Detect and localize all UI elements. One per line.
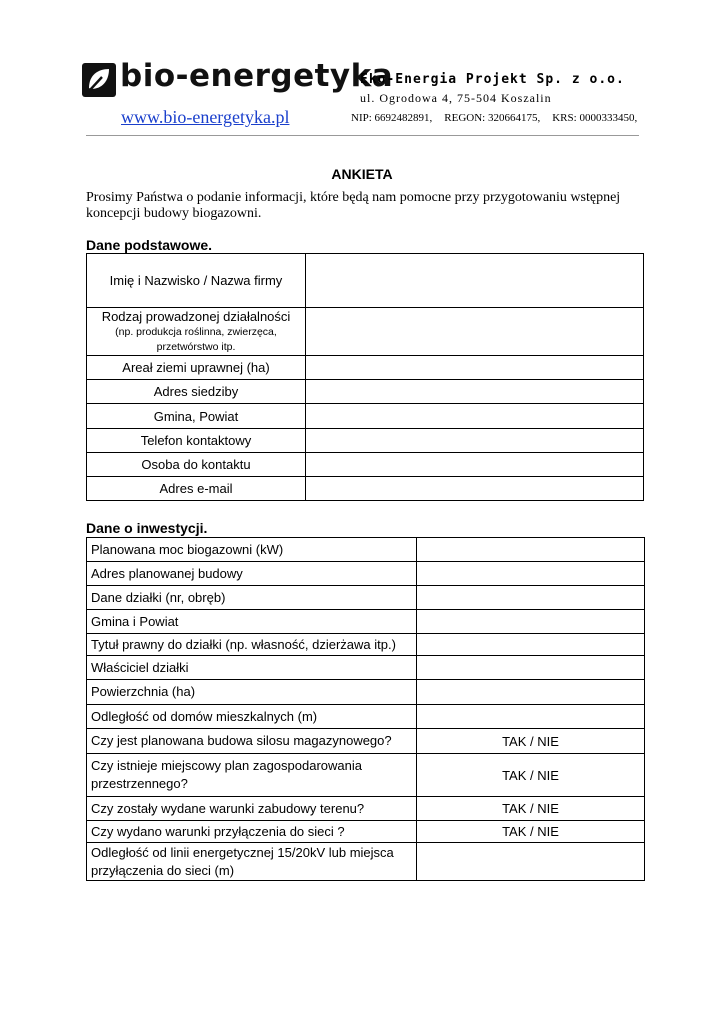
table-row [87, 586, 645, 610]
intro-text: Prosimy Państwa o podanie informacji, które będą nam pomocne przy przygotowaniu wstępnej koncepcji budowy biogazowni. [86, 190, 621, 221]
field-label: Czy istnieje miejscowy plan zagospodarowania przestrzennego? [87, 754, 417, 797]
field-label: Powierzchnia (ha) [87, 680, 417, 705]
basic-data-table [86, 253, 644, 501]
page-title: ANKIETA [331, 166, 393, 182]
field-label: Gmina, Powiat [87, 404, 306, 429]
field-input-cell[interactable] [306, 254, 644, 308]
company-name: Eko-Energia Projekt Sp. z o.o. [360, 72, 625, 87]
registration-numbers [351, 112, 649, 124]
field-label: Areał ziemi uprawnej (ha) [87, 356, 306, 380]
field-label: Odległość od domów mieszkalnych (m) [87, 705, 417, 729]
field-input-cell[interactable] [417, 610, 645, 634]
field-input-cell[interactable] [417, 656, 645, 680]
basic-data-heading: Dane podstawowe. [86, 237, 213, 253]
field-label: Czy wydano warunki przyłączenia do sieci ? [87, 821, 417, 843]
field-hint: (np. produkcja roślinna, zwierzęca, przetwórstwo itp. [115, 326, 277, 353]
field-input-cell[interactable] [306, 380, 644, 404]
nip-number: NIP: 6692482891, [351, 112, 433, 124]
field-label: Gmina i Powiat [87, 610, 417, 634]
krs-number: KRS: 0000333450, [552, 112, 638, 124]
table-row [87, 404, 644, 429]
table-row [87, 538, 645, 562]
field-input-cell[interactable] [306, 356, 644, 380]
table-row [87, 843, 645, 881]
field-label: Tytuł prawny do działki (np. własność, dzierżawa itp.) [87, 634, 417, 656]
field-label: Rodzaj prowadzonej działalności (np. produkcja roślinna, zwierzęca, przetwórstwo itp. [87, 308, 306, 356]
table-row [87, 562, 645, 586]
field-label: Adres e-mail [87, 477, 306, 501]
field-input-cell[interactable] [306, 404, 644, 429]
field-input-cell[interactable] [417, 538, 645, 562]
yes-no-choice[interactable]: TAK / NIE [417, 797, 645, 821]
company-address: ul. Ogrodowa 4, 75-504 Koszalin [360, 91, 552, 105]
table-row [87, 356, 644, 380]
field-input-cell[interactable] [306, 308, 644, 356]
table-row [87, 680, 645, 705]
field-label: Czy zostały wydane warunki zabudowy terenu? [87, 797, 417, 821]
field-label: Czy jest planowana budowa silosu magazynowego? [87, 729, 417, 754]
investment-data-heading: Dane o inwestycji. [86, 520, 208, 536]
website-link[interactable]: www.bio-energetyka.pl [121, 107, 290, 127]
field-input-cell[interactable] [417, 634, 645, 656]
table-row [87, 634, 645, 656]
logo-text: bio-energetyka [120, 58, 394, 94]
leaf-icon [82, 63, 116, 97]
table-row [87, 705, 645, 729]
field-input-cell[interactable] [417, 843, 645, 881]
table-row [87, 453, 644, 477]
table-row [87, 754, 645, 797]
yes-no-choice[interactable]: TAK / NIE [417, 729, 645, 754]
table-row [87, 821, 645, 843]
table-row [87, 477, 644, 501]
table-row [87, 610, 645, 634]
table-row [87, 308, 644, 356]
field-label: Osoba do kontaktu [87, 453, 306, 477]
company-logo [82, 58, 394, 109]
field-label: Właściciel działki [87, 656, 417, 680]
field-input-cell[interactable] [417, 680, 645, 705]
table-row [87, 656, 645, 680]
field-input-cell[interactable] [417, 586, 645, 610]
field-label: Odległość od linii energetycznej 15/20kV lub miejsca przyłączenia do sieci (m) [87, 843, 417, 881]
field-input-cell[interactable] [306, 429, 644, 453]
table-row [87, 254, 644, 308]
investment-data-table [86, 537, 645, 881]
table-row [87, 429, 644, 453]
table-row [87, 797, 645, 821]
field-input-cell[interactable] [306, 453, 644, 477]
table-row [87, 380, 644, 404]
table-row [87, 729, 645, 754]
field-label: Imię i Nazwisko / Nazwa firmy [87, 254, 306, 308]
yes-no-choice[interactable]: TAK / NIE [417, 821, 645, 843]
field-input-cell[interactable] [306, 477, 644, 501]
field-label: Dane działki (nr, obręb) [87, 586, 417, 610]
header-divider [86, 135, 639, 136]
field-input-cell[interactable] [417, 705, 645, 729]
yes-no-choice[interactable]: TAK / NIE [417, 754, 645, 797]
field-label: Planowana moc biogazowni (kW) [87, 538, 417, 562]
regon-number: REGON: 320664175, [444, 112, 541, 124]
field-input-cell[interactable] [417, 562, 645, 586]
field-label: Adres siedziby [87, 380, 306, 404]
field-label: Telefon kontaktowy [87, 429, 306, 453]
field-label: Adres planowanej budowy [87, 562, 417, 586]
